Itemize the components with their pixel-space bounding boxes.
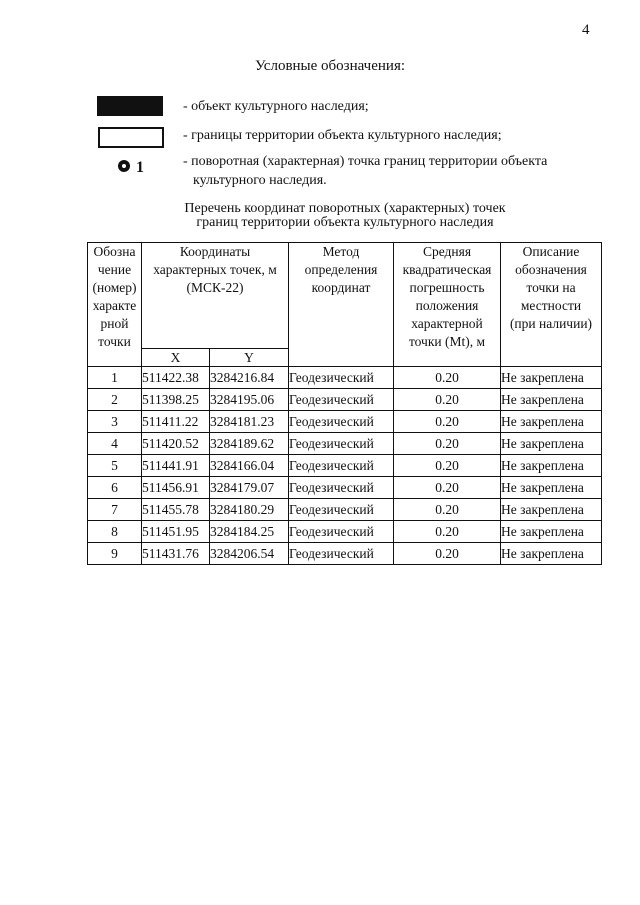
turning-point-label: 1 — [136, 159, 144, 176]
coordinates-table — [87, 242, 602, 565]
accuracy-cell: 0.20 — [394, 477, 501, 499]
x-coordinate-cell: 511422.38 — [142, 367, 210, 389]
table-row — [88, 367, 602, 389]
method-cell: Геодезический — [289, 543, 394, 565]
header-y: Y — [210, 349, 289, 367]
table-row — [88, 389, 602, 411]
point-number-cell: 2 — [88, 389, 142, 411]
description-cell: Не закреплена — [501, 477, 602, 499]
accuracy-cell: 0.20 — [394, 521, 501, 543]
accuracy-cell: 0.20 — [394, 499, 501, 521]
legend-item-point-line2: культурного наследия. — [193, 173, 327, 188]
y-coordinate-cell: 3284166.04 — [210, 455, 289, 477]
method-cell: Геодезический — [289, 477, 394, 499]
point-number-cell: 5 — [88, 455, 142, 477]
table-title-line1: Перечень координат поворотных (характерных) точек — [184, 201, 506, 216]
header-point-number: Обозна чение (номер) характе рной точки — [88, 243, 142, 367]
table-row — [88, 433, 602, 455]
method-cell: Геодезический — [289, 411, 394, 433]
x-coordinate-cell: 511455.78 — [142, 499, 210, 521]
accuracy-cell: 0.20 — [394, 455, 501, 477]
point-number-cell: 4 — [88, 433, 142, 455]
method-cell: Геодезический — [289, 433, 394, 455]
method-cell: Геодезический — [289, 389, 394, 411]
x-coordinate-cell: 511411.22 — [142, 411, 210, 433]
description-cell: Не закреплена — [501, 367, 602, 389]
x-coordinate-cell: 511398.25 — [142, 389, 210, 411]
point-number-cell: 9 — [88, 543, 142, 565]
table-row — [88, 499, 602, 521]
point-number-cell: 1 — [88, 367, 142, 389]
territory-boundary-swatch — [98, 127, 164, 148]
legend-title: Условные обозначения: — [254, 58, 406, 74]
accuracy-cell: 0.20 — [394, 389, 501, 411]
y-coordinate-cell: 3284216.84 — [210, 367, 289, 389]
table-title — [0, 202, 640, 230]
description-cell: Не закреплена — [501, 499, 602, 521]
x-coordinate-cell: 511420.52 — [142, 433, 210, 455]
y-coordinate-cell: 3284184.25 — [210, 521, 289, 543]
method-cell: Геодезический — [289, 521, 394, 543]
header-accuracy: Средняя квадратическая погрешность положения характерной точки (Mt), м — [394, 243, 501, 367]
header-method: Метод определения координат — [289, 243, 394, 367]
y-coordinate-cell: 3284195.06 — [210, 389, 289, 411]
header-coordinates: Координаты характерных точек, м (МСК-22) — [142, 243, 289, 349]
accuracy-cell: 0.20 — [394, 433, 501, 455]
table-row — [88, 411, 602, 433]
point-number-cell: 8 — [88, 521, 142, 543]
point-number-cell: 3 — [88, 411, 142, 433]
table-row — [88, 543, 602, 565]
y-coordinate-cell: 3284189.62 — [210, 433, 289, 455]
legend-item-point-line1: - поворотная (характерная) точка границ территории объекта — [183, 154, 548, 169]
table-row — [88, 521, 602, 543]
y-coordinate-cell: 3284180.29 — [210, 499, 289, 521]
method-cell: Геодезический — [289, 367, 394, 389]
y-coordinate-cell: 3284206.54 — [210, 543, 289, 565]
description-cell: Не закреплена — [501, 543, 602, 565]
accuracy-cell: 0.20 — [394, 367, 501, 389]
method-cell: Геодезический — [289, 455, 394, 477]
description-cell: Не закреплена — [501, 411, 602, 433]
table-row — [88, 455, 602, 477]
table-row — [88, 477, 602, 499]
description-cell: Не закреплена — [501, 389, 602, 411]
point-number-cell: 6 — [88, 477, 142, 499]
description-cell: Не закреплена — [501, 521, 602, 543]
accuracy-cell: 0.20 — [394, 411, 501, 433]
table-title-line2: границ территории объекта культурного наследия — [196, 215, 494, 230]
y-coordinate-cell: 3284179.07 — [210, 477, 289, 499]
cultural-heritage-object-swatch — [97, 96, 163, 116]
x-coordinate-cell: 511451.95 — [142, 521, 210, 543]
header-x: X — [142, 349, 210, 367]
method-cell: Геодезический — [289, 499, 394, 521]
x-coordinate-cell: 511431.76 — [142, 543, 210, 565]
point-number-cell: 7 — [88, 499, 142, 521]
turning-point-icon — [118, 160, 130, 172]
description-cell: Не закреплена — [501, 455, 602, 477]
x-coordinate-cell: 511441.91 — [142, 455, 210, 477]
legend-item-boundary: - границы территории объекта культурного наследия; — [183, 128, 502, 143]
x-coordinate-cell: 511456.91 — [142, 477, 210, 499]
legend-item-object: - объект культурного наследия; — [183, 99, 369, 114]
table-body — [88, 367, 602, 565]
header-description: Описание обозначения точки на местности (при наличии) — [501, 243, 602, 367]
page-number: 4 — [582, 22, 590, 38]
description-cell: Не закреплена — [501, 433, 602, 455]
accuracy-cell: 0.20 — [394, 543, 501, 565]
y-coordinate-cell: 3284181.23 — [210, 411, 289, 433]
